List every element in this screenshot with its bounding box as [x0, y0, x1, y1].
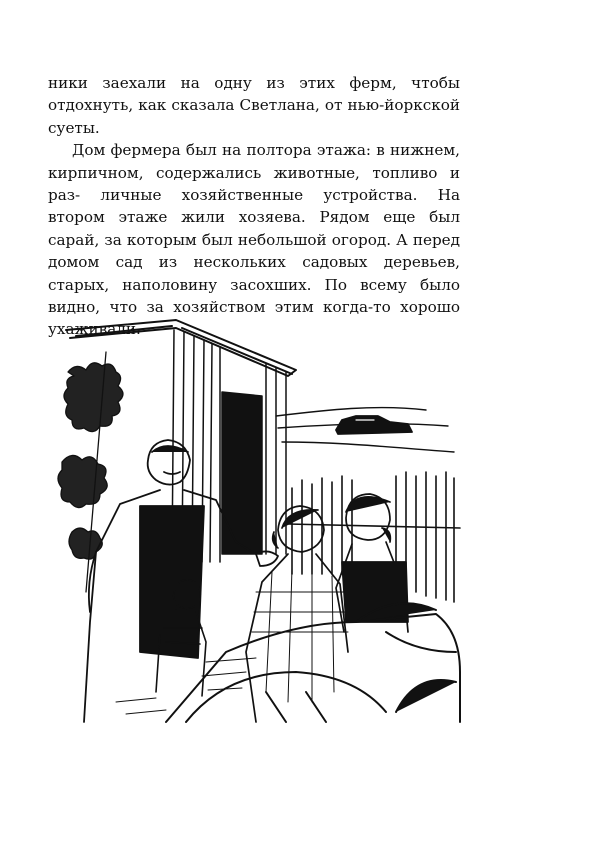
text-line: всему было видно, что за хозяйством этим когда-то [48, 275, 460, 317]
tree-foliage [58, 352, 123, 592]
text-line: хорошо ухаживали. [48, 298, 460, 339]
text-line: садовых деревьев, старых, наполовину засохших. По [48, 253, 460, 294]
farm-illustration [56, 292, 464, 728]
text-line: личные хозяйственные устройства. На втором этаже [48, 186, 460, 227]
distant-car [336, 416, 412, 434]
barn-door [222, 392, 262, 554]
text-line: ники заехали на одну из этих ферм, чтобы отдохнуть, [48, 74, 460, 115]
ink-sketch [56, 292, 464, 728]
text-line: как сказала Светлана, от нью-йоркской суеты. [48, 96, 460, 137]
ground-hatching [116, 658, 256, 714]
foreground-car [166, 603, 460, 722]
text-line: кирпичном, содержались животные, топливо и раз- [48, 163, 460, 205]
paragraph-continuation [48, 72, 460, 139]
text-line: Дом фермера был на полтора этажа: в нижнем, [72, 141, 460, 160]
text-line: небольшой огород. А перед домом сад из нескольких [48, 230, 461, 272]
text-line: жили хозяева. Рядом еще был сарай, за которым был [48, 208, 460, 249]
